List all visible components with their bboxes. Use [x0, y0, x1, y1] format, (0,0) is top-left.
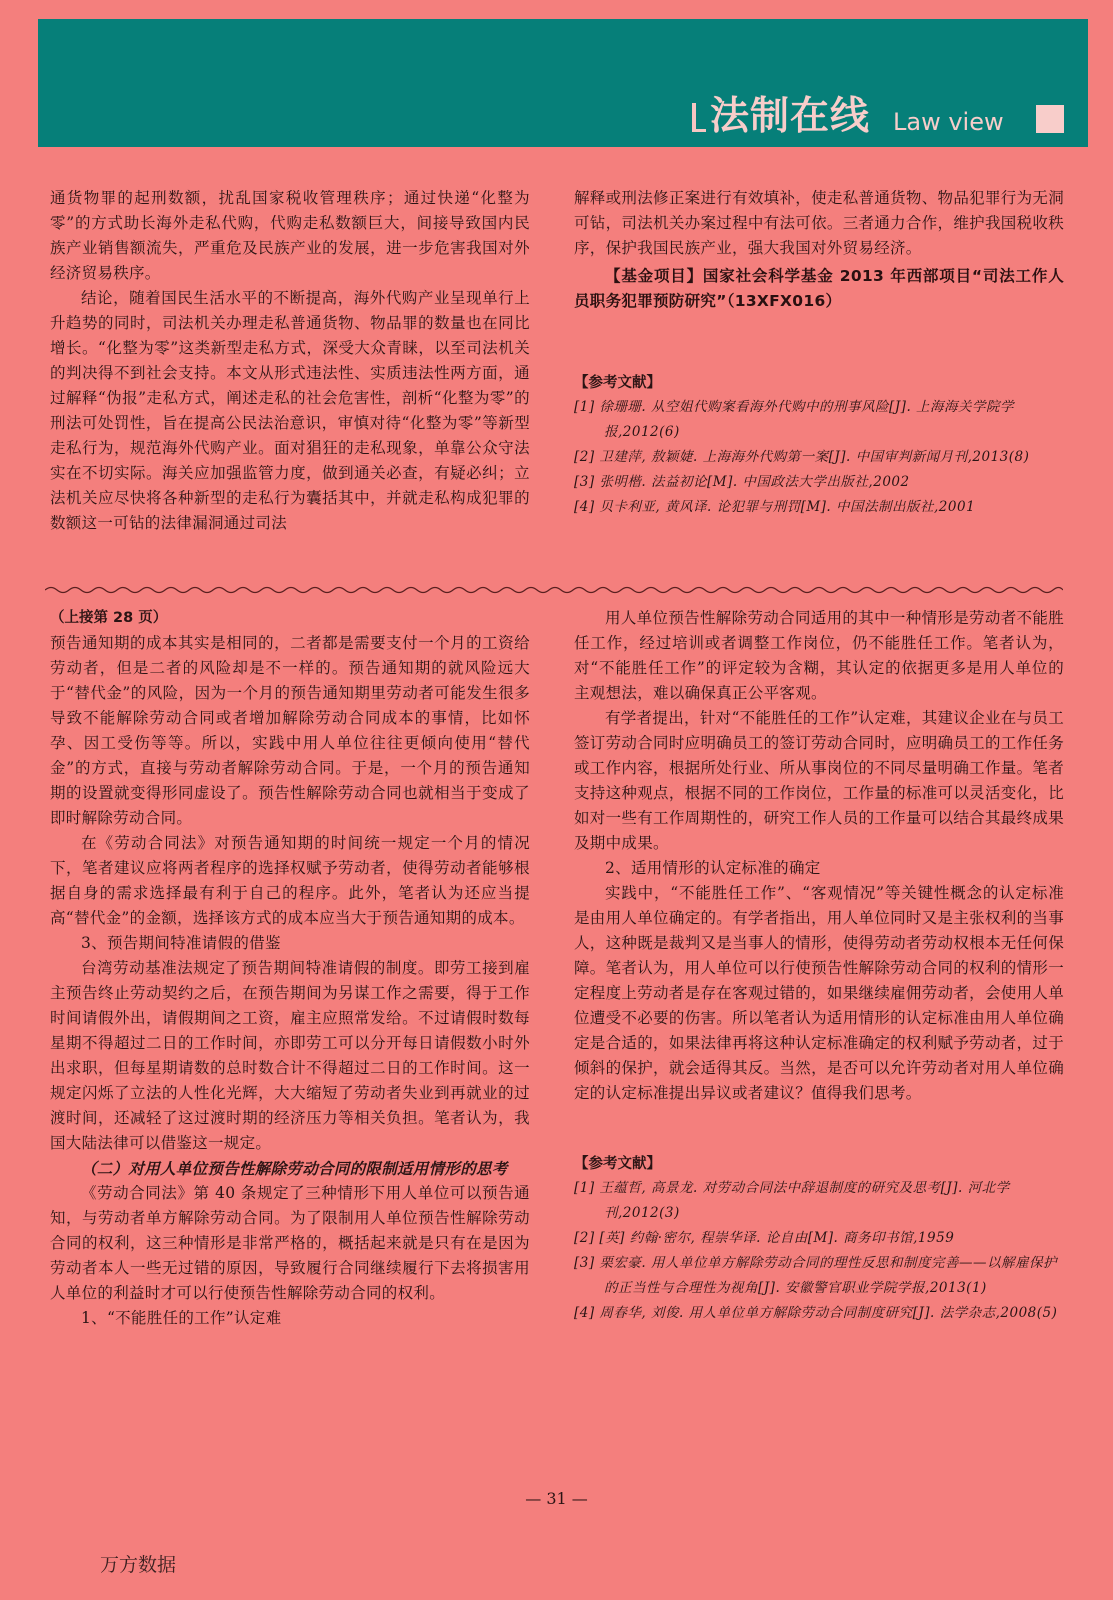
article2-right-column [574, 606, 1064, 1326]
article1-paragraph: 解释或刑法修正案进行有效填补，使走私普通货物、物品犯罪行为无洞可钻，司法机关办案过程中有法可依。三者通力合作，维护我国税收秩序，保护我国民族产业，强大我国对外贸易经济。 [574, 189, 1064, 257]
reference-item: [4] 贝卡利亚, 黄风译. 论犯罪与刑罚[M]. 中国法制出版社,2001 [574, 499, 976, 515]
references-heading: 【参考文献】 [574, 375, 661, 391]
article1-left-column [50, 186, 530, 536]
section-subtitle: Law view [893, 108, 1004, 136]
reference-item: [4] 周春华, 刘俊. 用人单位单方解除劳动合同制度研究[J]. 法学杂志,2008(5) [574, 1305, 1058, 1321]
watermark-text: 万方数据 [100, 1554, 177, 1576]
article1-paragraph: 结论，随着国民生活水平的不断提高，海外代购产业呈现单行上升趋势的同时，司法机关办理走私普通货物、物品罪的数量也在同比增长。“化整为零”这类新型走私方式，深受大众青睐，以至司法机关的判决得不到社会支持。本文从形式违法性、实质违法性两方面，通过解释“伪报”走私方式，阐述走私的社会危害性，剖析“化整为零”的刑法可处罚性，旨在提高公民法治意识，审慎对待“化整为零”等新型走私行为，规范海外代购产业。面对猖狂的走私现象，单靠公众守法实在不切实际。海关应加强监管力度，做到通关必查，有疑必纠；立法机关应尽快将各种新型的走私行为囊括其中，并就走私构成犯罪的数额这一可钻的法律漏洞通过司法 [50, 289, 530, 532]
continued-from-label: （上接第 28 页） [50, 610, 168, 626]
article2-paragraph: 台湾劳动基准法规定了预告期间特准请假的制度。即劳工接到雇主预告终止劳动契约之后，在预告期间为另谋工作之需要，得于工作时间请假外出，请假期间之工资，雇主应照常发给。不过请假时数每星期不得超过二日的工作时间，亦即劳工可以分开每日请假数小时外出求职，但每星期请数的总时数合计不得超过二日的工作时间。这一规定闪烁了立法的人性化光辉，大大缩短了劳动者失业到再就业的过渡时间，还减轻了这过渡时期的经济压力等相关负担。笔者认为，我国大陆法律可以借鉴这一规定。 [50, 959, 530, 1152]
article2-paragraph: 《劳动合同法》第 40 条规定了三种情形下用人单位可以预告通知，与劳动者单方解除劳动合同。为了限制用人单位预告性解除劳动合同的权利，这三种情形是非常严格的，概括起来就是只有在是因为劳动者本人一些无过错的原因，导致履行合同继续履行下去将损害用人单位的利益时才可以行使预告性解除劳动合同的权利。 [50, 1184, 530, 1302]
article1-right-column [574, 186, 1064, 520]
ornamental-divider [45, 585, 1063, 595]
banner-square-icon [1036, 105, 1064, 133]
reference-item: [1] 王蕴哲, 高景龙. 对劳动合同法中辞退制度的研究及思考[J]. 河北学刊,2012(3) [574, 1180, 1010, 1221]
article2-subheading: （二）对用人单位预告性解除劳动合同的限制适用情形的思考 [81, 1159, 508, 1178]
banner-bracket-mark [692, 103, 696, 132]
section-title: 法制在线 [710, 94, 871, 139]
banner-bracket-foot [692, 129, 706, 132]
article2-subheading: 1、“不能胜任的工作”认定难 [81, 1309, 282, 1327]
page-number: — 31 — [525, 1489, 588, 1508]
article2-paragraph: 有学者提出，针对“不能胜任的工作”认定难，其建议企业在与员工签订劳动合同时应明确员工的签订劳动合同时，应明确员工的工作任务或工作内容，根据所处行业、所从事岗位的不同尽量明确工作量。笔者支持这种观点，根据不同的工作岗位，工作量的标准可以灵活变化，比如对一些有工作周期性的，研究工作人员的工作量可以结合其最终成果及期中成果。 [574, 709, 1064, 852]
article2-left-column [50, 605, 530, 1331]
reference-item: [3] 张明楷. 法益初论[M]. 中国政法大学出版社,2002 [574, 474, 910, 490]
reference-item: [1] 徐珊珊. 从空姐代购案看海外代购中的刑事风险[J]. 上海海关学院学报,2012(6) [574, 399, 1015, 440]
article2-paragraph: 用人单位预告性解除劳动合同适用的其中一种情形是劳动者不能胜任工作，经过培训或者调整工作岗位，仍不能胜任工作。笔者认为，对“不能胜任工作”的评定较为含糊，其认定的依据更多是用人单位的主观想法，难以确保真正公平客观。 [574, 609, 1064, 702]
reference-item: [3] 栗宏豪. 用人单位单方解除劳动合同的理性反思和制度完善——以解雇保护的正当性与合理性为视角[J]. 安徽警官职业学院学报,2013(1) [574, 1255, 1057, 1296]
reference-item: [2] [英] 约翰·密尔, 程崇华译. 论自由[M]. 商务印书馆,1959 [574, 1230, 955, 1246]
article2-paragraph: 预告通知期的成本其实是相同的，二者都是需要支付一个月的工资给劳动者，但是二者的风险却是不一样的。预告通知期的就风险远大于“替代金”的风险，因为一个月的预告通知期里劳动者可能发生很多导致不能解除劳动合同或者增加解除劳动合同成本的事情，比如怀孕、因工受伤等等。所以，实践中用人单位往往更倾向使用“替代金”的方式，直接与劳动者解除劳动合同。于是，一个月的预告通知期的设置就变得形同虚设了。预告性解除劳动合同也就相当于变成了即时解除劳动合同。 [50, 634, 530, 827]
article2-paragraph: 在《劳动合同法》对预告通知期的时间统一规定一个月的情况下，笔者建议应将两者程序的选择权赋予劳动者，使得劳动者能够根据自身的需求选择最有利于自己的程序。此外，笔者认为还应当提高“替代金”的金额，选择该方式的成本应当大于预告通知期的成本。 [50, 834, 530, 927]
article2-subheading: 2、适用情形的认定标准的确定 [605, 859, 821, 877]
reference-item: [2] 卫建萍, 敖颖婕. 上海海外代购第一案[J]. 中国审判新闻月刊,2013(8) [574, 449, 1030, 465]
fund-note: 【基金项目】国家社会科学基金 2013 年西部项目“司法工作人员职务犯罪预防研究”（13XFX016） [574, 267, 1064, 310]
references-heading: 【参考文献】 [574, 1156, 661, 1172]
article2-paragraph: 实践中，“不能胜任工作”、“客观情况”等关键性概念的认定标准是由用人单位确定的。有学者指出，用人单位同时又是主张权利的当事人，这种既是裁判又是当事人的情形，使得劳动者劳动权根本无任何保障。笔者认为，用人单位可以行使预告性解除劳动合同的权利的情形一定程度上劳动者是存在客观过错的，如果继续雇佣劳动者，会使用人单位遭受不必要的伤害。所以笔者认为适用情形的认定标准由用人单位确定是合适的，如果法律再将这种认定标准确定的权利赋予劳动者，过于倾斜的保护，就会适得其反。当然，是否可以允许劳动者对用人单位确定的认定标准提出异议或者建议？值得我们思考。 [574, 884, 1064, 1102]
article2-subheading: 3、预告期间特准请假的借鉴 [81, 934, 281, 952]
article1-paragraph: 通货物罪的起刑数额，扰乱国家税收管理秩序；通过快递“化整为零”的方式助长海外走私代购，代购走私数额巨大，间接导致国内民族产业销售额流失，严重危及民族产业的发展，进一步危害我国对外经济贸易秩序。 [50, 189, 530, 282]
